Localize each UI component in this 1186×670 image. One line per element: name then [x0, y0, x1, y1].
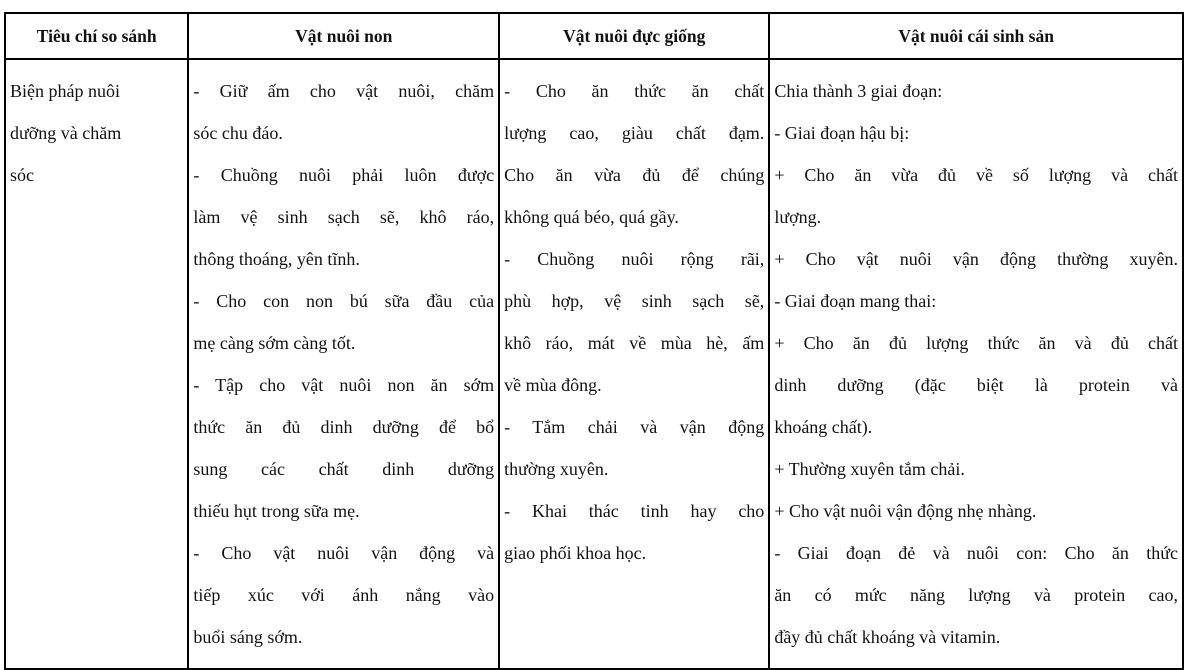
cell-line: + Cho vật nuôi vận động thường xuyên. [774, 249, 1178, 269]
cell-line: + Cho vật nuôi vận động nhẹ nhàng. [774, 501, 1037, 521]
cell-line: thức ăn đủ dinh dưỡng để bổ [193, 417, 495, 437]
breeding-female-cell [769, 59, 1183, 669]
cell-line: - Chuồng nuôi phải luôn được [193, 165, 495, 185]
cell-line: khô ráo, mát về mùa hè, ấm [504, 333, 765, 353]
cell-line: làm vệ sinh sạch sẽ, khô ráo, [193, 207, 495, 227]
cell-line: thông thoáng, yên tĩnh. [193, 249, 360, 269]
cell-line: - Giai đoạn đẻ và nuôi con: Cho ăn thức [774, 543, 1178, 563]
cell-line: Cho ăn vừa đủ để chúng [504, 165, 765, 185]
cell-line: sóc [10, 165, 34, 185]
cell-line: - Giữ ấm cho vật nuôi, chăm [193, 81, 495, 101]
header-young-livestock: Vật nuôi non [188, 13, 499, 59]
cell-line: giao phối khoa học. [504, 543, 647, 563]
cell-line: về mùa đông. [504, 375, 602, 395]
young-livestock-cell [188, 59, 499, 669]
cell-line: - Cho con non bú sữa đầu của [193, 291, 495, 311]
table-row [5, 59, 1183, 669]
comparison-table [4, 12, 1184, 670]
cell-line: - Chuồng nuôi rộng rãi, [504, 249, 765, 269]
cell-line: dưỡng và chăm [10, 123, 122, 143]
cell-line: phù hợp, vệ sinh sạch sẽ, [504, 291, 765, 311]
cell-line: khoáng chất). [774, 417, 873, 437]
cell-line: sóc chu đáo. [193, 123, 283, 143]
cell-line: ăn có mức năng lượng và protein cao, [774, 585, 1178, 605]
header-criterion: Tiêu chí so sánh [5, 13, 188, 59]
header-breeding-female: Vật nuôi cái sinh sản [769, 13, 1183, 59]
cell-line: không quá béo, quá gầy. [504, 207, 679, 227]
cell-line: + Cho ăn vừa đủ về số lượng và chất [774, 165, 1178, 185]
cell-line: thường xuyên. [504, 459, 609, 479]
cell-line: - Tập cho vật nuôi non ăn sớm [193, 375, 495, 395]
cell-line: - Cho ăn thức ăn chất [504, 81, 765, 101]
cell-line: đầy đủ chất khoáng và vitamin. [774, 627, 1001, 647]
cell-line: Biện pháp nuôi [10, 81, 120, 101]
cell-line: dinh dưỡng (đặc biệt là protein và [774, 375, 1178, 395]
cell-line: sung các chất dinh dưỡng [193, 459, 495, 479]
cell-line: - Giai đoạn mang thai: [774, 291, 937, 311]
header-breeding-male: Vật nuôi đực giống [499, 13, 769, 59]
cell-line: Chia thành 3 giai đoạn: [774, 81, 943, 101]
cell-line: - Khai thác tinh hay cho [504, 501, 765, 521]
cell-line: lượng. [774, 207, 822, 227]
cell-line: thiếu hụt trong sữa mẹ. [193, 501, 360, 521]
cell-line: buổi sáng sớm. [193, 627, 303, 647]
cell-line: + Cho ăn đủ lượng thức ăn và đủ chất [774, 333, 1178, 353]
cell-line: - Tắm chải và vận động [504, 417, 765, 437]
header-row [5, 13, 1183, 59]
cell-line: - Cho vật nuôi vận động và [193, 543, 495, 563]
cell-line: - Giai đoạn hậu bị: [774, 123, 910, 143]
breeding-male-cell [499, 59, 769, 669]
cell-line: tiếp xúc với ánh nắng vào [193, 585, 495, 605]
cell-line: lượng cao, giàu chất đạm. [504, 123, 765, 143]
cell-line: + Thường xuyên tắm chải. [774, 459, 965, 479]
cell-line: mẹ càng sớm càng tốt. [193, 333, 356, 353]
criterion-cell [5, 59, 188, 669]
